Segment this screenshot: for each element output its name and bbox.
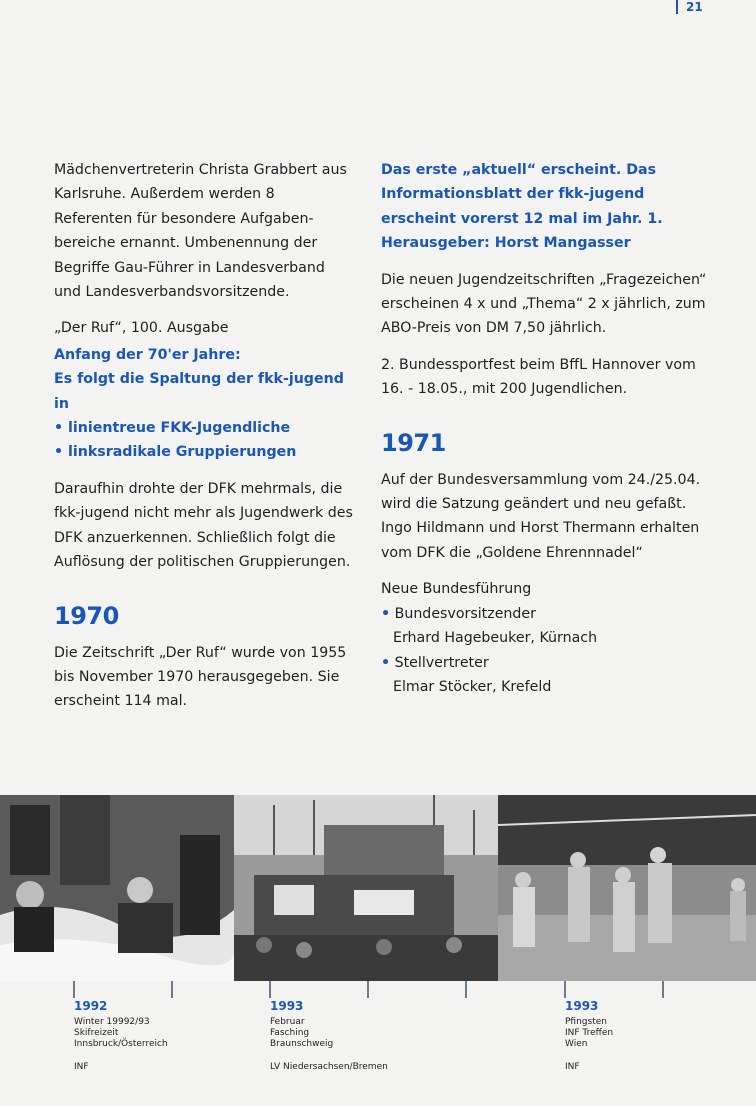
bullet-text: linientreue FKK-Jugendliche [68,420,291,437]
timeline-tick [465,981,467,998]
timeline-org: INF [74,1062,89,1072]
timeline-year: 1993 [270,999,304,1013]
timeline-line: Februar [270,1017,305,1027]
timeline-entry [270,1001,388,1073]
timeline-line: Pfingsten [565,1017,607,1027]
timeline-tick [171,981,173,998]
timeline-tick [73,981,75,998]
heading-line: Es folgt die Spaltung der fkk-jugend in [54,371,344,412]
bullet-item [54,416,354,440]
right-column [381,158,711,699]
timeline-line: Wien [565,1039,588,1049]
timeline-line: Braunschweig [270,1039,334,1049]
timeline-tick [564,981,566,998]
timeline-year: 1993 [565,999,599,1013]
bullet-glyph: • [381,654,391,671]
paragraph: „Der Ruf“, 100. Ausgabe [54,320,229,337]
page-number: 21 [676,0,703,14]
timeline-line: Innsbruck/Österreich [74,1039,168,1049]
timeline-tick [367,981,369,998]
timeline-tick [662,981,664,998]
paragraph: Mädchenvertreterin Christa Grabbert aus Karlsruhe. Außerdem werden 8 Referenten für besondere Aufgabenbereiche ernannt. Umbenennung der Begriffe Gau-Führer in Landesverband und Landesverbandsvorsitzende. [54,162,347,301]
timeline-org: INF [565,1062,580,1072]
role: Stellvertreter [394,654,489,671]
timeline-tick [269,981,271,998]
bullet-glyph: • [54,444,64,461]
photo-carnival [234,795,498,981]
timeline [0,981,756,1106]
bullet-glyph: • [54,420,64,437]
person: Erhard Hagebeuker, Kürnach [393,630,598,647]
paragraph: Daraufhin drohte der DFK mehrmals, die fkk-jugend nicht mehr als Jugendwerk des DFK anzuerkennen. Schließlich folgt die Auflösung der politischen Gruppierungen. [54,480,353,571]
bullet-glyph: • [381,605,391,622]
role: Bundesvorsitzender [394,605,536,622]
year-heading: 1971 [381,428,446,457]
paragraph: Die Zeitschrift „Der Ruf“ wurde von 1955 bis November 1970 herausgegeben. Sie erscheint 114 mal. [54,644,347,710]
timeline-line: INF Treffen [565,1028,614,1038]
list-item [381,602,711,626]
left-column [54,158,354,726]
year-heading: 1970 [54,601,119,630]
person: Elmar Stöcker, Krefeld [393,678,552,695]
timeline-line: Skifreizeit [74,1028,119,1038]
bullet-item [54,440,354,464]
leadership-title: Neue Bundesführung [381,581,532,598]
photo-strip [0,795,756,981]
timeline-line: Winter 19992/93 [74,1017,150,1027]
bullet-text: linksradikale Gruppierungen [68,444,297,461]
timeline-line: Fasching [270,1028,310,1038]
paragraph: Auf der Bundesversammlung vom 24./25.04. wird die Satzung geändert und neu gefaßt. Ingo Hildmann und Horst Thermann erhalten vom DFK die „Goldene Ehrennnadel“ [381,471,701,561]
photo-volleyball [498,795,756,981]
timeline-entry [565,1001,613,1073]
timeline-entry [74,1001,168,1073]
list-item [381,651,711,675]
timeline-org: LV Niedersachsen/Bremen [270,1062,388,1072]
section-heading: Das erste „aktuell“ erscheint. Das Informationsblatt der fkk-jugend erscheint vorerst 12 mal im Jahr. 1. Herausgeber: Horst Mangasser [381,162,663,252]
heading-line: Anfang der 70'er Jahre: [54,346,241,363]
section-heading [54,343,354,465]
photo-ski-trip [0,795,234,981]
leadership-list [381,577,711,699]
timeline-year: 1992 [74,999,108,1013]
paragraph: 2. Bundessportfest beim BffL Hannover vom 16. - 18.05., mit 200 Jugendlichen. [381,356,696,398]
paragraph: Die neuen Jugendzeitschriften „Fragezeichen“ erscheinen 4 x und „Thema“ 2 x jährlich, zum ABO-Preis von DM 7,50 jährlich. [381,271,707,337]
